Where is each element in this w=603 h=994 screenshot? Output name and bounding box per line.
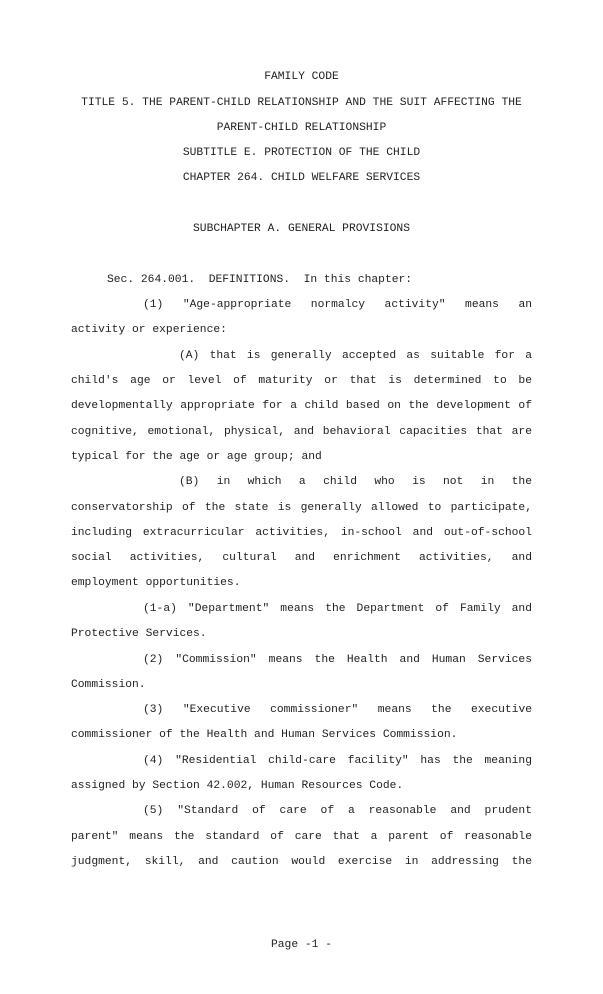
text-line: cognitive, emotional, physical, and behavioral capacities that are [71, 426, 532, 438]
text-line: (2) "Commission" means the Health and Human Services [143, 654, 532, 666]
text-line: (4) "Residential child-care facility" has the meaning [143, 755, 532, 767]
code-title: FAMILY CODE [264, 71, 339, 83]
text-line: Commission. [71, 679, 146, 691]
text-line: typical for the age or age group; and [71, 451, 322, 463]
text-line: commissioner of the Health and Human Services Commission. [71, 729, 458, 741]
text-line: developmentally appropriate for a child based on the development of [71, 400, 532, 412]
chapter-heading: CHAPTER 264. CHILD WELFARE SERVICES [182, 172, 421, 184]
text-line: parent" means the standard of care that a parent of reasonable [71, 831, 532, 843]
text-line: (5) "Standard of care of a reasonable and prudent [143, 805, 532, 817]
section-heading: Sec. 264.001. DEFINITIONS. In this chapter: [107, 274, 413, 286]
text-line: (1) "Age-appropriate normalcy activity" means an [143, 299, 532, 311]
text-line: (A) that is generally accepted as suitable for a [179, 350, 532, 362]
text-line: employment opportunities. [71, 577, 241, 589]
text-line: judgment, skill, and caution would exercise in addressing the [71, 856, 532, 868]
text-line: (1-a) "Department" means the Department of Family and [143, 603, 532, 615]
text-line: social activities, cultural and enrichment activities, and [71, 552, 532, 564]
text-line: (B) in which a child who is not in the [179, 476, 532, 488]
text-line: activity or experience: [71, 324, 227, 336]
subtitle-heading: SUBTITLE E. PROTECTION OF THE CHILD [182, 147, 421, 159]
text-line: conservatorship of the state is generally allowed to participate, [71, 502, 532, 514]
page-number: Page -1 - [270, 939, 332, 951]
text-line: assigned by Section 42.002, Human Resources Code. [71, 780, 404, 792]
text-line: Protective Services. [71, 628, 207, 640]
text-line: (3) "Executive commissioner" means the executive [143, 704, 532, 716]
subchapter-heading: SUBCHAPTER A. GENERAL PROVISIONS [193, 223, 410, 235]
title-heading-line-2: PARENT-CHILD RELATIONSHIP [216, 122, 387, 134]
text-line: including extracurricular activities, in-school and out-of-school [71, 527, 532, 539]
text-line: child's age or level of maturity or that is determined to be [71, 375, 532, 387]
title-heading-line-1: TITLE 5. THE PARENT-CHILD RELATIONSHIP AND THE SUIT AFFECTING THE [81, 97, 522, 109]
